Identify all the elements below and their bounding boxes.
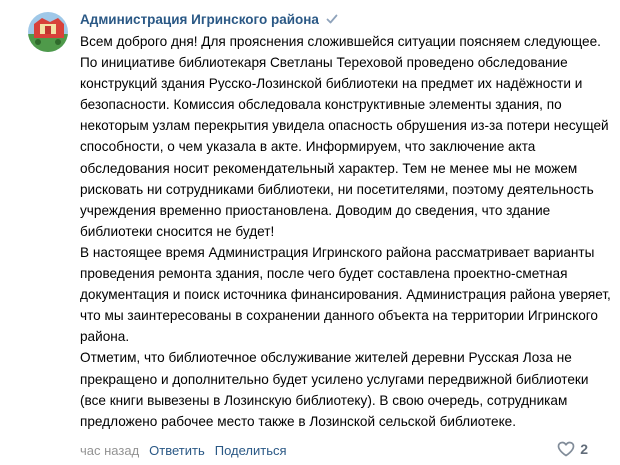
reply-button[interactable]: Ответить xyxy=(149,442,205,458)
timestamp[interactable]: час назад xyxy=(80,442,140,458)
author-name[interactable]: Администрация Игринского района xyxy=(80,11,319,27)
comment-header xyxy=(80,9,612,29)
comment-text xyxy=(80,31,612,432)
like-button[interactable] xyxy=(557,441,588,457)
share-button[interactable]: Поделиться xyxy=(214,442,287,458)
comment-paragraph: Отметим, что библиотечное обслуживание жителей деревни Русская Лоза не прекращено и дополнительно будет усилено услугами передвижной библиотеки (все книги вывезены в Лозинскую библиотеку). В свою очередь, сотрудникам предложено рабочее место также в Лозинской сельской библиотеке. xyxy=(80,350,589,429)
like-count: 2 xyxy=(580,441,588,457)
heart-icon xyxy=(557,441,575,457)
verified-check-icon xyxy=(325,12,339,26)
comment-footer xyxy=(80,440,600,460)
district-emblem-icon xyxy=(28,12,68,52)
comment-paragraph: В настоящее время Администрация Игринского района рассматривает варианты проведения ремонта здания, после чего будет составлена проектно-сметная документация и поиск источника финансирования. Администрация района уверяет, что мы заинтересованы в сохранении данного объекта на территории Игринского района. xyxy=(80,244,611,345)
avatar[interactable] xyxy=(28,12,68,52)
comment-paragraph: Всем доброго дня! Для прояснения сложившейся ситуации поясняем следующее. По инициативе библиотекаря Светланы Тереховой проведено обследование конструкций здания Русско-Лозинской библиотеки на предмет их надёжности и безопасности. Комиссия обследовала конструктивные элементы здания, по некоторым узлам перекрытия увидела опасность обрушения из-за потери несущей способности, о чем указала в акте. Информируем, что заключение акта обследования носит рекомендательный характер. Тем не менее мы не можем рисковать ни сотрудниками библиотеки, ни посетителями, поэтому деятельность учреждения временно приостановлена. Доводим до сведения, что здание библиотеки сносится не будет! xyxy=(80,34,609,239)
comment-body xyxy=(80,9,612,432)
